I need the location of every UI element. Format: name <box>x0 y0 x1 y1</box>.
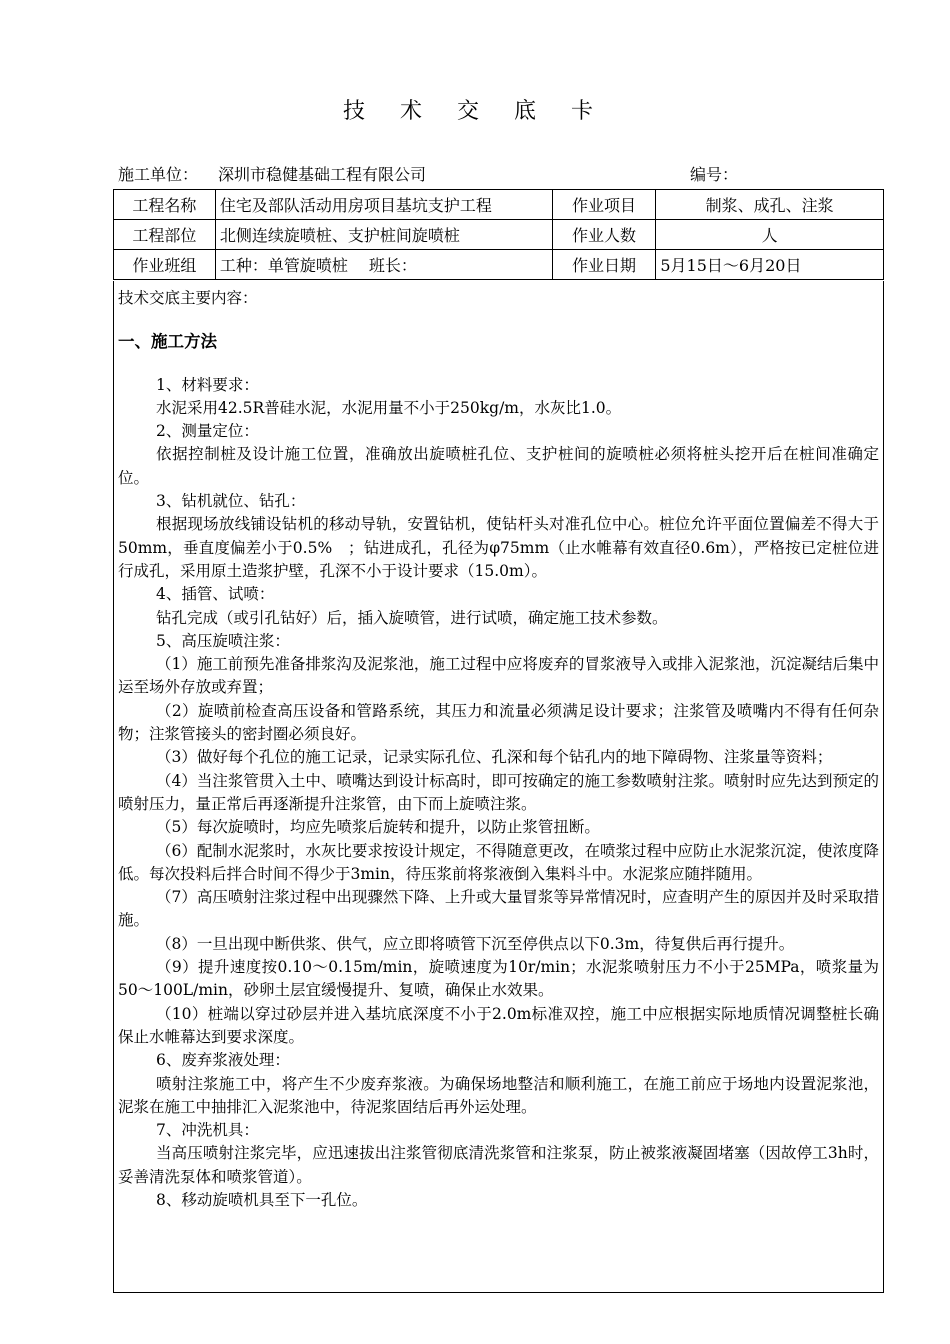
paragraph: 当高压喷射注浆完毕，应迅速拔出注浆管彻底清洗浆管和注浆泵，防止被浆液凝固堵塞（因故停工3h时，妥善清洗泵体和喷浆管道）。 <box>118 1144 879 1186</box>
paragraph: （1）施工前预先准备排浆沟及泥浆池，施工过程中应将废弃的冒浆液导入或排入泥浆池，沉淀凝结后集中运至场外存放或弃置； <box>118 655 879 697</box>
paragraph: 3、钻机就位、钻孔： <box>156 492 306 511</box>
worker-count-label: 作业人数 <box>552 220 656 250</box>
unit-label: 施工单位： <box>118 165 199 184</box>
content-paragraphs <box>118 374 879 1213</box>
info-table <box>113 189 884 280</box>
number-label: 编号： <box>690 165 739 184</box>
work-date-label: 作业日期 <box>552 250 656 280</box>
project-part-value: 北侧连续旋喷桩、支护桩间旋喷桩 <box>215 220 552 250</box>
paragraph: （8）一旦出现中断供浆、供气，应立即将喷管下沉至停供点以下0.3m，待复供后再行提升。 <box>156 934 795 953</box>
document-title: 技 术 交 底 卡 <box>343 99 607 124</box>
table-row <box>114 190 884 220</box>
work-team-value: 工种：单管旋喷桩 班长： <box>215 250 552 280</box>
table-row <box>114 220 884 250</box>
paragraph: 8、移动旋喷机具至下一孔位。 <box>156 1190 368 1209</box>
paragraph: 5、高压旋喷注浆： <box>156 631 290 650</box>
paragraph: （3）做好每个孔位的施工记录，记录实际孔位、孔深和每个钻孔内的地下障碍物、注浆量等资料； <box>156 748 833 767</box>
unit-value: 深圳市稳健基础工程有限公司 <box>218 165 427 184</box>
project-name-label: 工程名称 <box>114 190 216 220</box>
content-box <box>113 281 884 1293</box>
paragraph: 根据现场放线铺设钻机的移动导轨，安置钻机，使钻杆头对准孔位中心。桩位允许平面位置偏差不得大于50mm，垂直度偏差小于0.5% ；钻进成孔，孔径为φ75mm（止水帷幕有效直径0.6m），严格按已定桩位进行成孔，采用原土造浆护壁，孔深不小于设计要求（15.0m）。 <box>118 515 879 580</box>
work-date-value: 5月15日～6月20日 <box>656 250 884 280</box>
section-heading: 一、施工方法 <box>118 332 217 352</box>
paragraph: （9）提升速度按0.10～0.15m/min，旋喷速度为10r/min；水泥浆喷射压力不小于25MPa，喷浆量为50～100L/min，砂卵土层宜缓慢提升、复喷，确保止水效果。 <box>118 958 879 1000</box>
paragraph: 6、废弃浆液处理： <box>156 1051 290 1070</box>
paragraph: 2、测量定位： <box>156 422 259 441</box>
paragraph: 4、插管、试喷： <box>156 585 275 604</box>
project-name-value: 住宅及部队活动用房项目基坑支护工程 <box>215 190 552 220</box>
paragraph: （6）配制水泥浆时，水灰比要求按设计规定，不得随意更改，在喷浆过程中应防止水泥浆沉淀，使浓度降低。每次投料后拌合时间不得少于3min，待压浆前将浆液倒入集料斗中。水泥浆应随拌随用。 <box>118 841 879 883</box>
project-part-label: 工程部位 <box>114 220 216 250</box>
paragraph: 7、冲洗机具： <box>156 1121 259 1140</box>
paragraph: 水泥采用42.5R普硅水泥，水泥用量不小于250kg/m，水灰比1.0。 <box>156 398 622 417</box>
paragraph: （10）桩端以穿过砂层并进入基坑底深度不小于2.0m标准双控，施工中应根据实际地质情况调整桩长确保止水帷幕达到要求深度。 <box>118 1004 879 1046</box>
work-item-label: 作业项目 <box>552 190 656 220</box>
table-row <box>114 250 884 280</box>
worker-count-value: 人 <box>656 220 884 250</box>
work-team-label: 作业班组 <box>114 250 216 280</box>
paragraph: 1、材料要求： <box>156 375 259 394</box>
paragraph: （4）当注浆管贯入土中、喷嘴达到设计标高时，即可按确定的施工参数喷射注浆。喷射时应先达到预定的喷射压力，量正常后再逐渐提升注浆管，由下而上旋喷注浆。 <box>118 771 879 813</box>
paragraph: （2）旋喷前检查高压设备和管路系统，其压力和流量必须满足设计要求；注浆管及喷嘴内不得有任何杂物；注浆管接头的密封圈必须良好。 <box>118 701 879 744</box>
work-item-value: 制浆、成孔、注浆 <box>656 190 884 220</box>
paragraph: 喷射注浆施工中，将产生不少废弃浆液。为确保场地整洁和顺利施工，在施工前应于场地内设置泥浆池，泥浆在施工中抽排汇入泥浆池中，待泥浆固结后再外运处理。 <box>118 1074 879 1116</box>
paragraph: 依据控制桩及设计施工位置，准确放出旋喷桩孔位、支护桩间的旋喷桩必须将桩头挖开后在桩间准确定位。 <box>118 445 879 487</box>
paragraph: （7）高压喷射注浆过程中出现骤然下降、上升或大量冒浆等异常情况时，应查明产生的原因并及时采取措施。 <box>118 888 879 930</box>
paragraph: 钻孔完成（或引孔钻好）后，插入旋喷管，进行试喷，确定施工技术参数。 <box>156 608 668 627</box>
paragraph: （5）每次旋喷时，均应先喷浆后旋转和提升，以防止浆管扭断。 <box>156 818 600 837</box>
content-intro: 技术交底主要内容： <box>118 289 258 307</box>
